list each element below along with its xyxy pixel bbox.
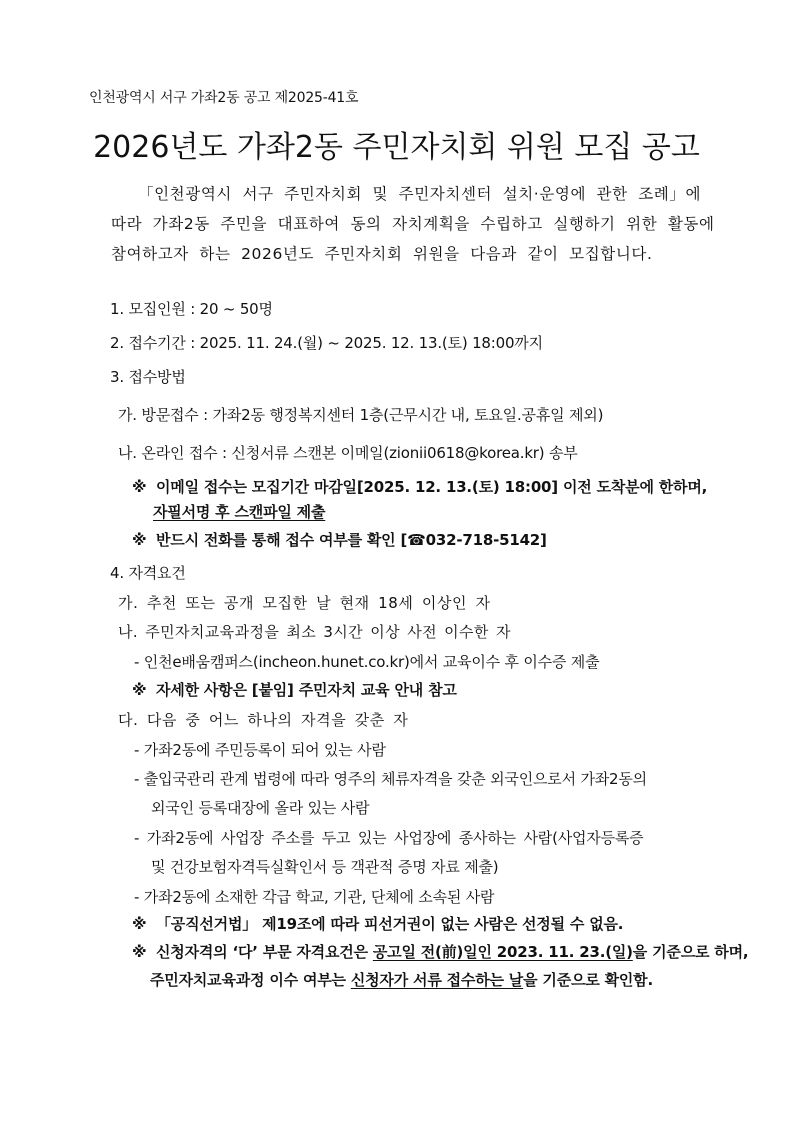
reference-date-note-line-2 (150, 970, 653, 990)
qualification-item-worker: - 가좌2동에 사업장 주소를 두고 있는 사업장에 종사하는 사람(사업자등록증 (134, 829, 644, 847)
education-check-text: 주민자치교육과정 이수 여부는 (150, 971, 351, 989)
qualification-item-worker-cont: 및 건강보험자격득실확인서 등 객관적 증명 자료 제출) (151, 858, 499, 876)
note-mark: ※ (132, 478, 147, 496)
note-mark: ※ (132, 531, 147, 549)
notice-number: 인천광역시 서구 가좌2동 공고 제2025-41호 (89, 90, 359, 106)
reference-date-note-text: 신청자격의 ‘다’ 부문 자격요건은 (156, 943, 373, 961)
email-note-line-2: 자필서명 후 스캔파일 제출 (153, 503, 326, 521)
application-visit: 가. 방문접수 : 가좌2동 행정복지센터 1층(근무시간 내, 토요일.공휴일 제외) (118, 406, 604, 424)
education-note (132, 680, 457, 700)
qualification-any-of: 다. 다음 중 어느 하나의 자격을 갖춘 자 (118, 711, 409, 729)
reference-date-note-line-1 (132, 942, 748, 962)
qualification-item-affiliated: - 가좌2동에 소재한 각급 학교, 기관, 단체에 소속된 사람 (134, 888, 495, 906)
intro-line-1: 「인천광역시 서구 주민자치회 및 주민자치센터 설치·운영에 관한 조례」에 (138, 185, 702, 203)
page-title: 2026년도 가좌2동 주민자치회 위원 모집 공고 (93, 130, 700, 165)
phone-confirm-note (132, 530, 547, 550)
section-application-method-heading: 3. 접수방법 (110, 368, 186, 386)
section-application-period: 2. 접수기간 : 2025. 11. 24.(월) ~ 2025. 12. 13.(토) 18:00까지 (110, 334, 543, 352)
note-mark: ※ (132, 681, 147, 699)
reference-date-note-end: 을 기준으로 하며, (632, 943, 749, 961)
intro-line-3: 참여하고자 하는 2026년도 주민자치회 위원을 다음과 같이 모집합니다. (111, 245, 653, 263)
note-mark: ※ (132, 943, 147, 961)
education-note-text: 자세한 사항은 [붙임] 주민자치 교육 안내 참고 (156, 681, 457, 699)
email-note-text: 이메일 접수는 모집기간 마감일[2025. 12. 13.(토) 18:00] 이전 도착분에 한하며, (156, 478, 708, 496)
qualification-item-resident: - 가좌2동에 주민등록이 되어 있는 사람 (134, 741, 386, 759)
education-campus: - 인천e배움캠퍼스(incheon.hunet.co.kr)에서 교육이수 후 이수증 제출 (134, 653, 600, 671)
election-law-note (132, 914, 623, 934)
section-recruit-count: 1. 모집인원 : 20 ~ 50명 (110, 300, 273, 318)
phone-confirm-text: 반드시 전화를 통해 접수 여부를 확인 [☎032-718-5142] (156, 531, 547, 549)
education-check-end: 을 기준으로 확인함. (523, 971, 653, 989)
election-law-note-text: 「공직선거법」 제19조에 따라 피선거권이 없는 사람은 선정될 수 없음. (156, 915, 624, 933)
qualification-item-foreigner: - 출입국관리 관계 법령에 따라 영주의 체류자격을 갖춘 외국인으로서 가좌2동의 (134, 770, 647, 788)
section-qualification-heading: 4. 자격요건 (110, 564, 186, 582)
email-note-line-1 (132, 477, 707, 497)
reference-date-value: 공고일 전(前)일인 2023. 11. 23.(일) (372, 943, 633, 961)
intro-line-2: 따라 가좌2동 주민을 대표하여 동의 자치계획을 수립하고 실행하기 위한 활동에 (111, 215, 715, 233)
qualification-education: 나. 주민자치교육과정을 최소 3시간 이상 사전 이수한 자 (118, 623, 511, 641)
note-mark: ※ (132, 915, 147, 933)
qualification-item-foreigner-cont: 외국인 등록대장에 올라 있는 사람 (151, 799, 370, 817)
education-check-basis: 신청자가 서류 접수하는 날 (350, 971, 524, 989)
application-online: 나. 온라인 접수 : 신청서류 스캔본 이메일(zionii0618@korea.kr) 송부 (118, 444, 578, 462)
qualification-age: 가. 추천 또는 공개 모집한 날 현재 18세 이상인 자 (118, 594, 491, 612)
